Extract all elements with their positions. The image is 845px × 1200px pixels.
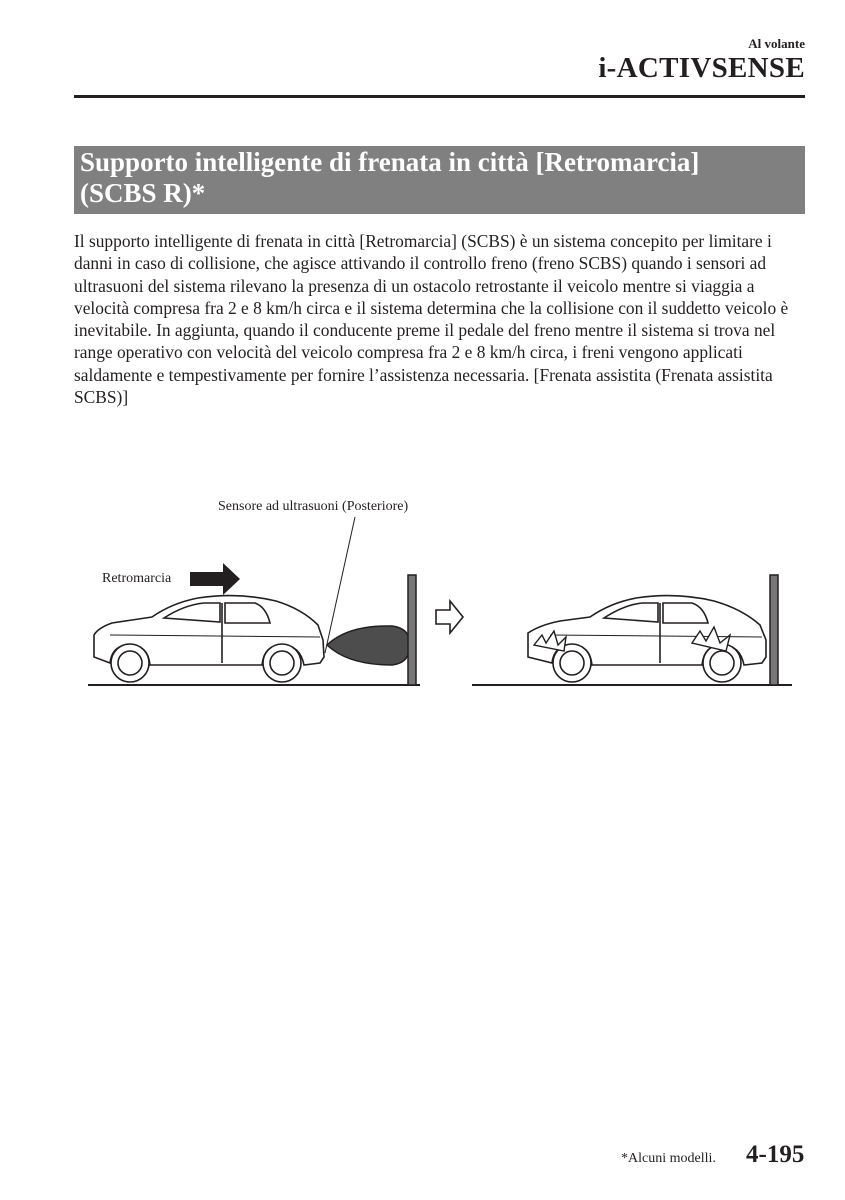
scbs-illustration-drawing — [80, 495, 800, 695]
section-heading — [74, 146, 805, 214]
footnote: *Alcuni modelli. — [621, 1151, 716, 1166]
scbs-illustration — [80, 495, 800, 695]
transition-arrow-icon — [436, 601, 463, 633]
section-label: Al volante — [748, 36, 805, 51]
car-before-collision — [94, 596, 324, 682]
page-number: 4-195 — [746, 1141, 805, 1168]
chapter-title: i-ACTIVSENSE — [598, 52, 805, 84]
section-heading-line-1: Supporto intelligente di frenata in città [Retromarcia] — [80, 147, 700, 177]
section-heading-line-2: (SCBS R)* — [80, 178, 206, 208]
header-rule — [74, 95, 805, 98]
sensor-label: Sensore ad ultrasuoni (Posteriore) — [218, 499, 409, 514]
ultrasonic-detection-field — [327, 626, 410, 665]
obstacle-wall-left — [408, 575, 416, 685]
obstacle-wall-right — [770, 575, 778, 685]
reverse-label: Retromarcia — [102, 571, 172, 586]
reverse-arrow-icon — [190, 563, 240, 595]
body-paragraph: Il supporto intelligente di frenata in città [Retromarcia] (SCBS) è un sistema concepito per limitare i danni in caso di collisione, che agisce attivando il controllo freno (freno SCBS) quando i sensori ad ultrasuoni del sistema rilevano la presenza di un ostacolo retrostante il veicolo mentre si viaggia a velocità compresa fra 2 e 8 km/h circa e il sistema determina che la collisione con il suddetto veicolo è inevitabile. In aggiunta, quando il conducente preme il pedale del freno mentre il sistema si trova nel range operativo con velocità del veicolo compresa fra 2 e 8 km/h circa, i freni vengono applicati saldamente e tempestivamente per fornire l’assistenza necessaria. [Frenata assistita (Frenata assistita SCBS)] — [74, 231, 789, 408]
